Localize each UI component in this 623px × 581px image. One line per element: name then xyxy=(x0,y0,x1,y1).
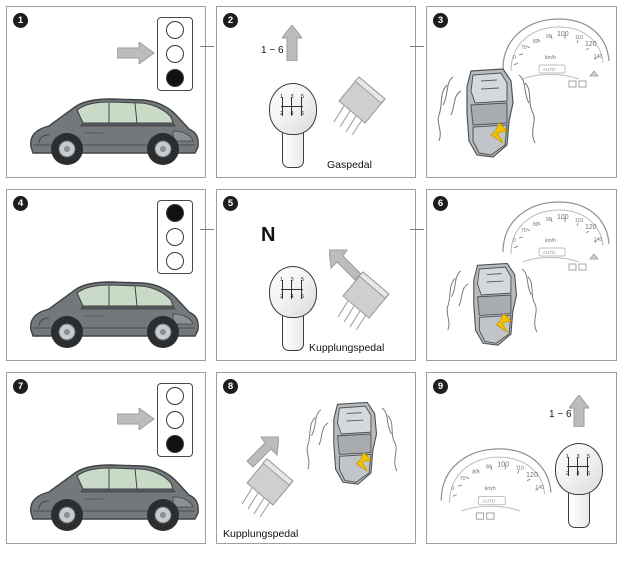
cluster-tick-110: 110 xyxy=(575,218,583,224)
grey-arrow-up-icon xyxy=(282,25,302,61)
cluster-unit-label: km/h xyxy=(484,486,496,493)
gear-label-1: 1 xyxy=(280,277,284,283)
divider-tick xyxy=(200,229,214,230)
divider-tick xyxy=(410,229,424,230)
panel-number: 3 xyxy=(433,13,448,28)
divider-tick xyxy=(410,46,424,47)
traffic-light-lamp-yellow xyxy=(166,411,184,429)
cluster-tick-70: 70 xyxy=(521,45,527,51)
gear-label-4: 4 xyxy=(290,294,294,300)
cluster-tick-110: 110 xyxy=(575,35,583,41)
gear-label-6: 6 xyxy=(586,471,590,477)
gear-label-6: 6 xyxy=(300,294,304,300)
panel-3 xyxy=(426,6,617,178)
gear-label-4: 4 xyxy=(576,471,580,477)
divider-tick xyxy=(200,46,214,47)
gear-label-2: 2 xyxy=(280,294,284,300)
traffic-light-lamp-green xyxy=(166,204,184,222)
gear-label-2: 2 xyxy=(566,471,570,477)
cluster-tick-90: 90 xyxy=(546,34,552,40)
panel-6 xyxy=(426,189,617,361)
clutch-pedal xyxy=(329,270,395,337)
grey-arrow-right-icon xyxy=(117,42,155,64)
panel-caption: Gaspedal xyxy=(327,159,372,171)
gear-knob xyxy=(269,83,315,169)
traffic-light-lamp-yellow xyxy=(166,228,184,246)
cluster-tick-0: 0 xyxy=(513,238,516,244)
cluster-tick-0: 0 xyxy=(513,55,516,61)
cluster-tick-80: 80 xyxy=(472,469,478,476)
cluster-tick-140: 140 xyxy=(594,54,603,60)
panel-number: 2 xyxy=(223,13,238,28)
cluster-tick-120: 120 xyxy=(526,469,539,479)
panel-2 xyxy=(216,6,416,178)
cluster-tick-70: 70 xyxy=(521,228,527,234)
cluster-tick-140: 140 xyxy=(535,485,544,492)
panel-number: 5 xyxy=(223,196,238,211)
gear-label-3: 3 xyxy=(290,277,294,283)
engine-block xyxy=(437,61,547,178)
cluster-tick-100: 100 xyxy=(557,214,569,221)
traffic-light-lamp-yellow xyxy=(166,45,184,63)
gear-label-3: 3 xyxy=(290,94,294,100)
clutch-pedal xyxy=(233,457,299,524)
gear-knob xyxy=(555,443,601,529)
gear-pattern xyxy=(280,94,304,120)
traffic-light-lamp-green xyxy=(166,387,184,405)
instrument-cluster xyxy=(435,439,555,534)
cluster-tick-140: 140 xyxy=(594,237,603,243)
grey-arrow-right-icon xyxy=(117,408,155,430)
panel-number: 8 xyxy=(223,379,238,394)
gear-pattern xyxy=(280,277,304,303)
cluster-sub-label: AUTO xyxy=(543,250,556,255)
cluster-tick-0: 0 xyxy=(451,486,455,493)
gear-label-6: 6 xyxy=(300,111,304,117)
panel-number: 1 xyxy=(13,13,28,28)
panel-7 xyxy=(6,372,206,544)
car-side-view xyxy=(23,85,201,178)
cluster-tick-90: 90 xyxy=(546,217,552,223)
cluster-tick-80: 80 xyxy=(533,222,539,228)
cluster-tick-70: 70 xyxy=(459,475,466,482)
gear-knob xyxy=(269,266,315,352)
traffic-light xyxy=(157,383,193,457)
panel-1 xyxy=(6,6,206,178)
cluster-sub-label: AUTO xyxy=(482,498,496,504)
gear-label-5: 5 xyxy=(300,277,304,283)
gear-label-3: 3 xyxy=(576,454,580,460)
gear-label-1: 1 xyxy=(280,94,284,100)
car-side-view xyxy=(23,268,201,361)
cluster-sub-label: AUTO xyxy=(543,67,556,72)
panel-9 xyxy=(426,372,617,544)
cluster-unit-label: km/h xyxy=(545,238,556,244)
traffic-light xyxy=(157,200,193,274)
neutral-label: N xyxy=(261,224,276,246)
engine-block xyxy=(445,256,549,365)
gear-label-2: 2 xyxy=(280,111,284,117)
gear-pattern xyxy=(566,454,590,480)
gear-range-label: 1 ~ 6 xyxy=(261,45,284,56)
panel-number: 4 xyxy=(13,196,28,211)
gear-range-label: 1 ~ 6 xyxy=(549,409,572,420)
gear-label-5: 5 xyxy=(300,94,304,100)
panel-number: 9 xyxy=(433,379,448,394)
gear-label-5: 5 xyxy=(586,454,590,460)
cluster-tick-90: 90 xyxy=(485,464,492,471)
gear-label-4: 4 xyxy=(290,111,294,117)
traffic-light xyxy=(157,17,193,91)
cluster-unit-label: km/h xyxy=(545,55,556,61)
panel-number: 6 xyxy=(433,196,448,211)
traffic-light-lamp-green xyxy=(166,21,184,39)
cluster-tick-120: 120 xyxy=(585,41,597,48)
cluster-tick-110: 110 xyxy=(515,465,524,472)
cluster-tick-80: 80 xyxy=(533,39,539,45)
car-side-view xyxy=(23,451,201,544)
panel-4 xyxy=(6,189,206,361)
panel-caption: Kupplungspedal xyxy=(309,342,385,354)
cluster-tick-100: 100 xyxy=(557,31,569,38)
panel-5 xyxy=(216,189,416,361)
accelerator-pedal xyxy=(325,75,391,142)
engine-block xyxy=(305,395,409,504)
panel-caption: Kupplungspedal xyxy=(223,528,299,540)
grey-arrow-up-icon xyxy=(569,395,589,427)
cluster-tick-120: 120 xyxy=(585,224,597,231)
cluster-tick-100: 100 xyxy=(497,459,510,469)
panel-number: 7 xyxy=(13,379,28,394)
gear-label-1: 1 xyxy=(566,454,570,460)
panel-8 xyxy=(216,372,416,544)
